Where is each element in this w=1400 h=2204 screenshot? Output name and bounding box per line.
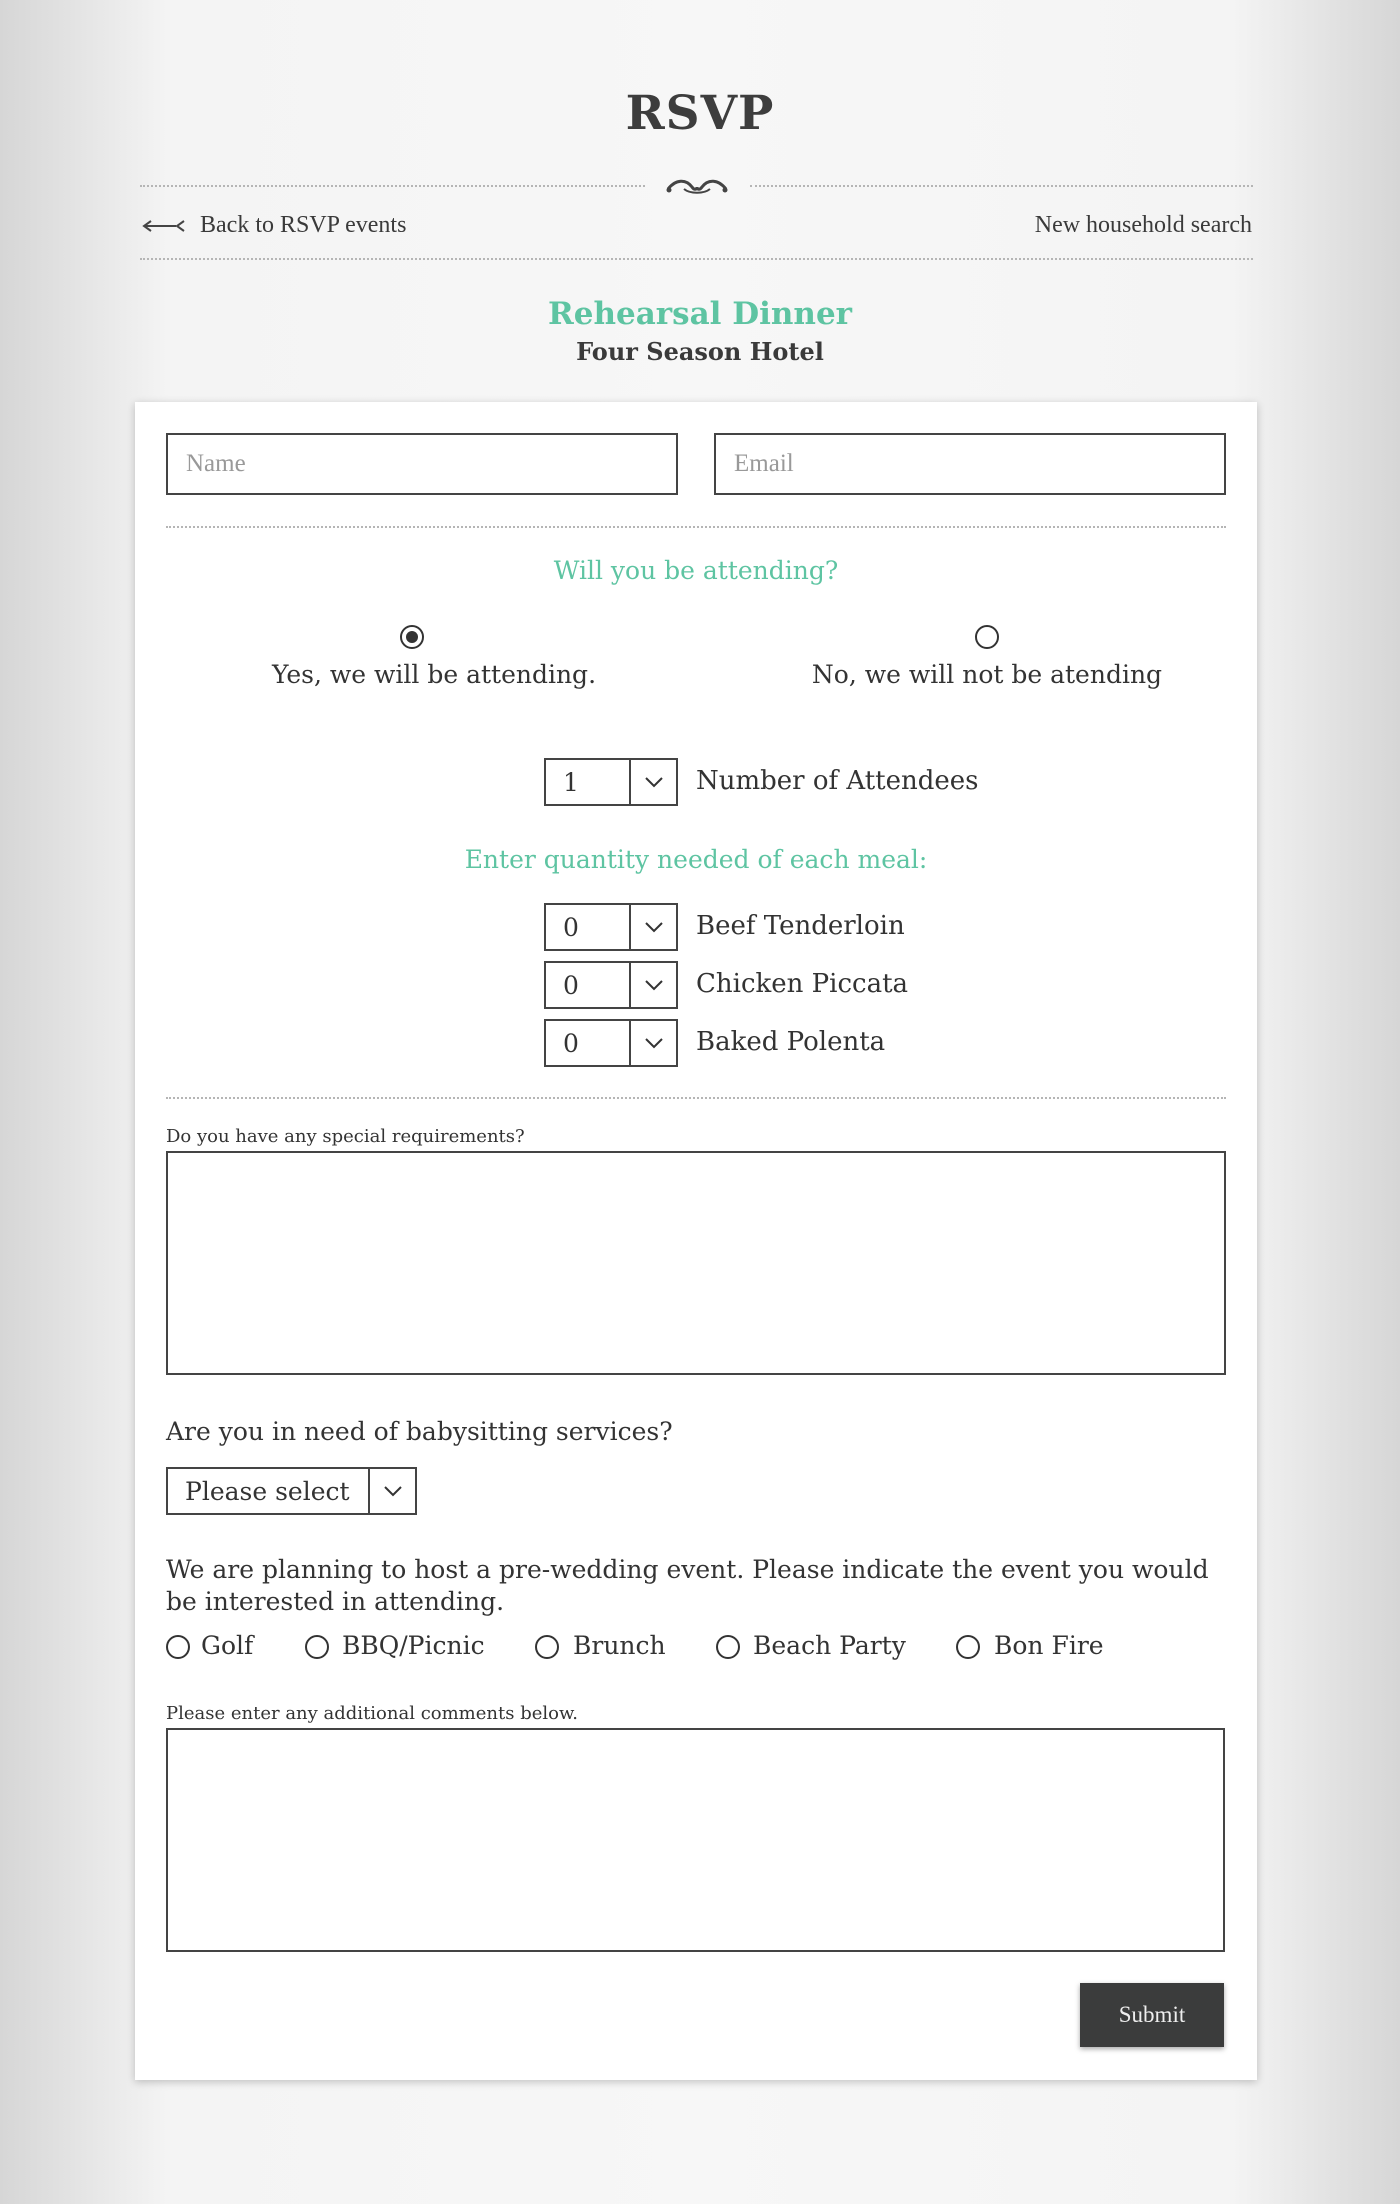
new-household-search-link[interactable]: New household search [1034,212,1252,238]
attendees-value: 1 [563,767,579,797]
attendees-select[interactable] [544,758,678,806]
divider-right [750,185,1253,187]
pre-wedding-brunch-radio[interactable] [535,1635,559,1659]
meal-quantity-value: 0 [563,912,579,942]
pre-wedding-bbq-label[interactable]: BBQ/Picnic [342,1631,485,1660]
event-name: Rehearsal Dinner [547,296,853,332]
pre-wedding-golf-label[interactable]: Golf [201,1631,254,1660]
babysitting-select[interactable] [166,1467,417,1515]
pre-wedding-golf-radio[interactable] [166,1635,190,1659]
meal-label: Beef Tenderloin [696,911,905,941]
meal-quantity-value: 0 [563,970,579,1000]
email-field[interactable] [714,433,1226,495]
chevron-down-icon [629,963,676,1007]
name-placeholder: Name [186,450,246,477]
attending-yes-radio[interactable] [400,625,424,649]
attending-question: Will you be attending? [553,556,839,585]
ornament-icon [664,175,730,199]
back-to-events-link[interactable] [142,212,406,239]
submit-button[interactable]: Submit [1080,1983,1224,2047]
meal-quantity-select[interactable] [544,961,678,1009]
pre-wedding-bbq-radio[interactable] [305,1635,329,1659]
form-divider-1 [166,526,1226,528]
chevron-down-icon [368,1469,415,1513]
comments-label: Please enter any additional comments below. [166,1703,578,1724]
special-requirements-label: Do you have any special requirements? [166,1126,525,1147]
chevron-down-icon [629,905,676,949]
attending-yes-label[interactable]: Yes, we will be attending. [272,660,597,689]
attending-no-label[interactable]: No, we will not be atending [811,660,1163,689]
pre-wedding-bon-fire-label[interactable]: Bon Fire [994,1631,1104,1660]
meal-label: Chicken Piccata [696,969,909,999]
special-requirements-textarea[interactable] [166,1151,1226,1375]
divider-nav-bottom [140,258,1253,260]
meal-prompt: Enter quantity needed of each meal: [464,845,928,874]
chevron-down-icon [629,1021,676,1065]
back-link-label: Back to RSVP events [200,212,407,238]
pre-wedding-beach-party-radio[interactable] [716,1635,740,1659]
attending-no-radio[interactable] [975,625,999,649]
attendees-label: Number of Attendees [696,766,979,796]
pre-wedding-question: We are planning to host a pre-wedding event. Please indicate the event you would be interested in attending. [166,1555,1209,1616]
form-divider-2 [166,1097,1226,1099]
event-venue: Four Season Hotel [576,337,824,366]
name-field[interactable] [166,433,678,495]
babysitting-value: Please select [185,1476,350,1506]
meal-quantity-select[interactable] [544,1019,678,1067]
pre-wedding-beach-party-label[interactable]: Beach Party [753,1631,906,1660]
rsvp-form-card [135,402,1257,2080]
meal-quantity-select[interactable] [544,903,678,951]
back-arrow-icon [142,218,186,234]
pre-wedding-brunch-label[interactable]: Brunch [573,1631,666,1660]
babysitting-question: Are you in need of babysitting services? [166,1417,673,1446]
chevron-down-icon [629,760,676,804]
meal-label: Baked Polenta [696,1027,886,1057]
comments-textarea[interactable] [166,1728,1225,1952]
divider-left [140,185,645,187]
meal-quantity-value: 0 [563,1028,579,1058]
page-title: RSVP [625,86,775,141]
email-placeholder: Email [734,450,794,477]
pre-wedding-bon-fire-radio[interactable] [956,1635,980,1659]
